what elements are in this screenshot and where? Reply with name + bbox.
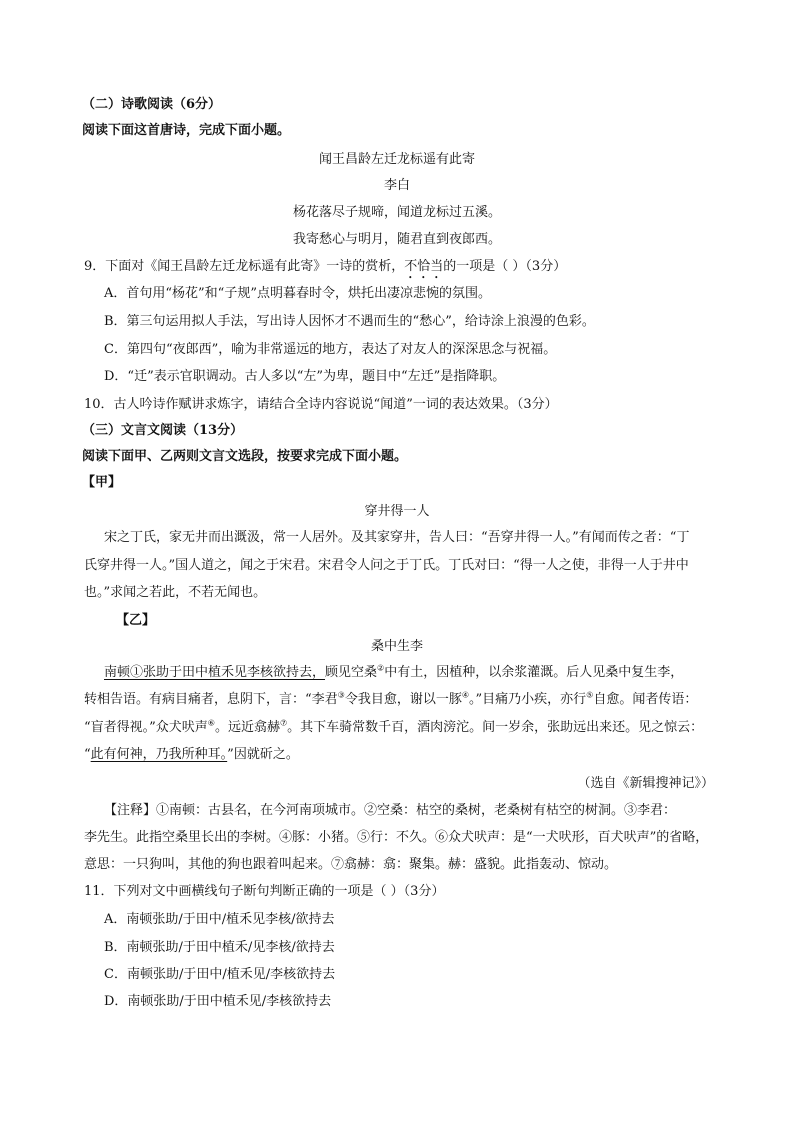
passage-yi-line (104, 664, 683, 682)
passage-yi-label: 【乙】 (116, 613, 156, 628)
footnote-marker: ② (377, 663, 385, 673)
poem-title: 闻王昌龄左迁龙标遥有此寄 (318, 152, 475, 167)
passage-text: 。远近翕赫 (214, 720, 280, 735)
passage-jia-line: 宋之丁氏，家无井而出溉汲，常一人居外。及其家穿井，告人曰：“吾穿井得一人。”有闻而传之者：“丁 (104, 530, 690, 545)
question-10-stem: 10．古人吟诗作赋讲求炼字，请结合全诗内容说说“闻道”一词的表达效果。（3分） (84, 397, 558, 412)
stem-text: 9．下面对《闻王昌龄左迁龙标遥有此寄》一诗的赏析， (84, 259, 405, 274)
question-9-option-d: D．“迁”表示官职调动。古人多以“左”为卑，题目中“左迁”是指降职。 (104, 369, 506, 384)
footnote-marker: ③ (337, 690, 345, 700)
question-11-stem: 11．下列对文中画横线句子断句判断正确的一项是（ ）（3分） (84, 884, 445, 899)
footnote-marker: ⑦ (279, 718, 288, 728)
poem-author: 李白 (383, 178, 410, 193)
passage-source: （选自《新辑搜神记》） (577, 776, 714, 791)
question-9-option-c: C．第四句“夜郎西”，喻为非常遥远的地方，表达了对友人的深深思念与祝福。 (104, 342, 557, 357)
passage-jia-label: 【甲】 (82, 475, 122, 490)
question-11-option-d: D．南顿张助/于田中植禾见/李核欲持去 (104, 994, 332, 1009)
passage-yi-line (84, 746, 299, 764)
passage-text: 顾见空桑 (325, 665, 378, 680)
passage-text: 。”目痛乃小疾，亦行 (469, 692, 587, 707)
question-9-stem (84, 258, 566, 282)
passage-text: 转相告语。有病目痛者，息阴下，言：“李君 (84, 692, 338, 707)
poetry-instruction: 阅读下面这首唐诗，完成下面小题。 (82, 123, 291, 138)
passage-text: 。其下车骑常数千百，酒肉滂沱。间一岁余，张助远出来还。见之惊云： (287, 720, 704, 735)
underlined-sentence: 南顿①张助于田中植禾见李核欲持去， (104, 665, 326, 680)
passage-text: 中有土，因植种，以余浆灌溉。后人见桑中复生李， (384, 665, 684, 680)
classical-section-title: （三）文言文阅读（13分） (82, 423, 244, 438)
footnote-marker: ⑥ (207, 718, 215, 728)
passage-jia-line: 氏穿井得一人。”国人道之，闻之于宋君。宋君令人问之于丁氏。丁氏对曰：“得一人之使，非得一人于井中 (84, 558, 689, 573)
passage-yi-line (84, 691, 697, 709)
emphasized-word: 不恰当 (404, 259, 444, 274)
question-11-option-a: A．南顿张助/于田中/植禾见李核/欲持去 (104, 912, 335, 927)
poetry-section-title: （二）诗歌阅读（6分） (82, 97, 222, 112)
stem-text: 的一项是（ ）（3分） (443, 259, 567, 274)
question-9-option-b: B．第三句运用拟人手法，写出诗人因怀才不遇而生的“愁心”，给诗涂上浪漫的色彩。 (104, 314, 595, 329)
poem-line: 杨花落尽子规啼，闻道龙标过五溪。 (292, 205, 501, 220)
passage-text: “盲者得视。”众犬吠声 (84, 720, 208, 735)
passage-text: ”因就斫之。 (227, 747, 299, 762)
passage-text: 令我目愈，谢以一豚 (344, 692, 462, 707)
question-11-option-c: C．南顿张助/于田中/植禾见/李核欲持去 (104, 967, 336, 982)
footnote-marker: ④ (461, 690, 470, 700)
passage-jia-line: 也。”求闻之若此，不若无闻也。 (84, 585, 267, 600)
question-9-option-a: A．首句用“杨花”和“子规”点明暮春时令，烘托出凄凉悲惋的氛围。 (104, 286, 491, 301)
notes-line: 李先生。此指空桑里长出的李树。④豚：小猪。⑤行：不久。⑥众犬吠声：是“一犬吠形，百犬吠声”的省略， (84, 830, 709, 845)
notes-line: 意思：一只狗叫，其他的狗也跟着叫起来。⑦翕赫：翕：聚集。赫：盛貌。此指轰动、惊动。 (84, 857, 618, 872)
underlined-sentence: 此有何神，乃我所种耳。 (90, 747, 228, 762)
question-11-option-b: B．南顿张助/于田中植禾/见李核/欲持去 (104, 940, 335, 955)
notes-line: 【注释】①南顿：古县名，在今河南项城市。②空桑：枯空的桑树，老桑树有枯空的树洞。③李君： (104, 803, 677, 818)
passage-text: 自愈。闻者传语： (593, 692, 698, 707)
passage-text: “ (84, 747, 91, 762)
passage-yi-title: 桑中生李 (370, 639, 423, 654)
poem-line: 我寄愁心与明月，随君直到夜郎西。 (292, 232, 501, 247)
classical-instruction: 阅读下面甲、乙两则文言文选段，按要求完成下面小题。 (82, 449, 408, 464)
footnote-marker: ⑤ (586, 690, 594, 700)
passage-jia-title: 穿井得一人 (364, 504, 430, 519)
passage-yi-line (84, 719, 703, 737)
